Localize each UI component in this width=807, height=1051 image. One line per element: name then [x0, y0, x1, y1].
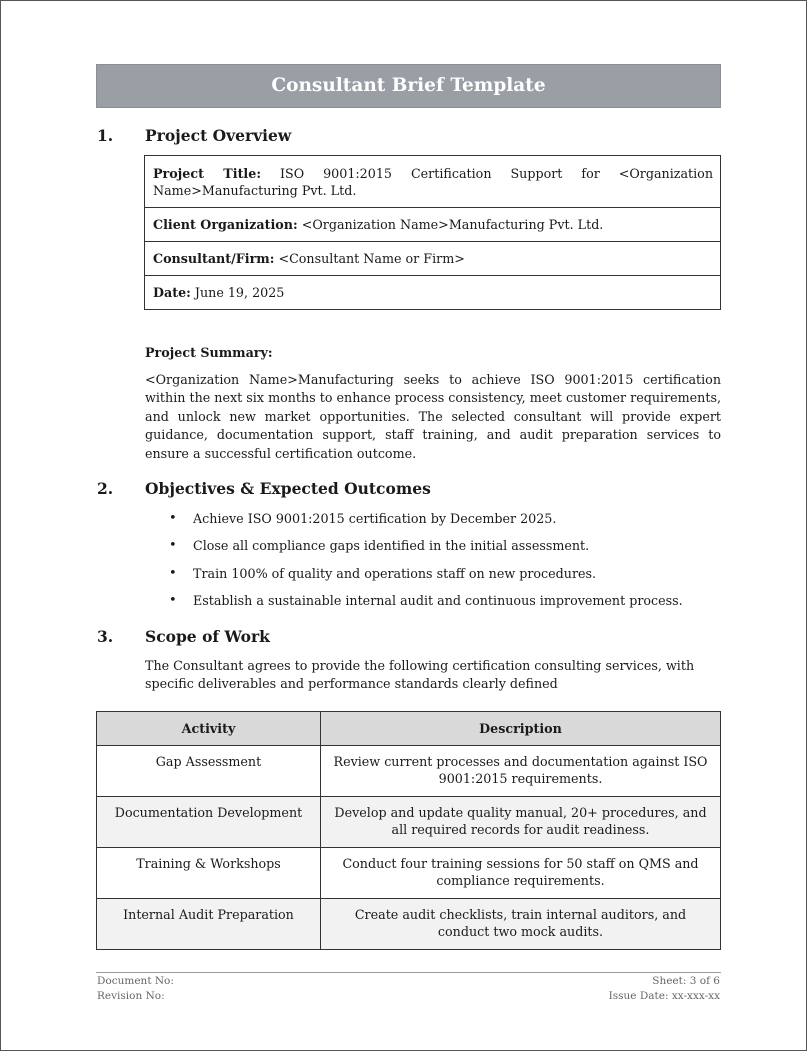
document-number-label: Document No:: [97, 975, 174, 987]
sheet-number: Sheet: 3 of 6: [652, 975, 720, 987]
section-1-heading: [97, 126, 291, 145]
date-cell: [145, 276, 721, 310]
list-item: • Train 100% of quality and operations staff on new procedures.: [169, 565, 729, 592]
activity-cell: Documentation Development: [97, 797, 321, 848]
scope-of-work-table: [96, 711, 721, 950]
project-title-cell: [145, 156, 721, 208]
section-title: Objectives & Expected Outcomes: [145, 479, 431, 498]
activity-cell: Gap Assessment: [97, 746, 321, 797]
section-number: 3.: [97, 627, 114, 646]
column-header-activity: Activity: [97, 712, 321, 746]
field-value: <Consultant Name or Firm>: [278, 251, 465, 266]
table-row: [145, 276, 721, 310]
table-header-row: [97, 712, 721, 746]
field-label: Consultant/Firm:: [153, 251, 275, 266]
objectives-list: [169, 510, 729, 619]
table-row: [145, 156, 721, 208]
activity-cell: Internal Audit Preparation: [97, 899, 321, 950]
field-value: June 19, 2025: [194, 285, 285, 300]
field-label: Project Title:: [153, 165, 262, 181]
description-cell: Review current processes and documentation against ISO 9001:2015 requirements.: [321, 746, 721, 797]
table-row: [97, 746, 721, 797]
footer-left: [97, 974, 174, 1004]
revision-number-label: Revision No:: [97, 990, 165, 1002]
field-value: ISO 9001:2015 Certification Support for <Organization Name>Manufacturing Pvt. Ltd.: [153, 165, 713, 198]
list-item: • Establish a sustainable internal audit and continuous improvement process.: [169, 592, 729, 619]
document-title: Consultant Brief Template: [96, 64, 721, 108]
client-organization-cell: [145, 208, 721, 242]
table-row: [145, 208, 721, 242]
issue-date: Issue Date: xx-xxx-xx: [608, 990, 720, 1002]
table-row: [145, 242, 721, 276]
section-number: 1.: [97, 126, 114, 145]
section-2-heading: [97, 479, 431, 498]
field-label: Client Organization:: [153, 217, 298, 232]
table-row: [97, 848, 721, 899]
project-summary-label: Project Summary:: [145, 345, 273, 360]
project-overview-table: [144, 155, 721, 310]
section-3-heading: [97, 627, 270, 646]
list-item: • Achieve ISO 9001:2015 certification by December 2025.: [169, 510, 729, 537]
table-row: [97, 899, 721, 950]
field-value: <Organization Name>Manufacturing Pvt. Ltd.: [301, 217, 604, 232]
section-title: Project Overview: [145, 126, 292, 145]
project-summary-text: <Organization Name>Manufacturing seeks to achieve ISO 9001:2015 certification within the next six months to enhance process consistency, meet customer requirements, and unlock new market opportunities. The selected consultant will provide expert guidance, documentation support, staff training, and audit preparation services to ensure a successful certification outcome.: [145, 372, 721, 461]
scope-intro-text: The Consultant agrees to provide the following certification consulting services, with specific deliverables and performance standards clearly defined: [145, 658, 695, 692]
section-number: 2.: [97, 479, 114, 498]
footer-right: [609, 974, 720, 1004]
description-cell: Create audit checklists, train internal auditors, and conduct two mock audits.: [321, 899, 721, 950]
field-label: Date:: [153, 285, 191, 300]
activity-cell: Training & Workshops: [97, 848, 321, 899]
description-cell: Develop and update quality manual, 20+ procedures, and all required records for audit readiness.: [321, 797, 721, 848]
column-header-description: Description: [321, 712, 721, 746]
table-row: [97, 797, 721, 848]
consultant-firm-cell: [145, 242, 721, 276]
description-cell: Conduct four training sessions for 50 staff on QMS and compliance requirements.: [321, 848, 721, 899]
list-item: • Close all compliance gaps identified in the initial assessment.: [169, 537, 729, 564]
section-title: Scope of Work: [145, 627, 270, 646]
footer-divider: [96, 972, 721, 973]
